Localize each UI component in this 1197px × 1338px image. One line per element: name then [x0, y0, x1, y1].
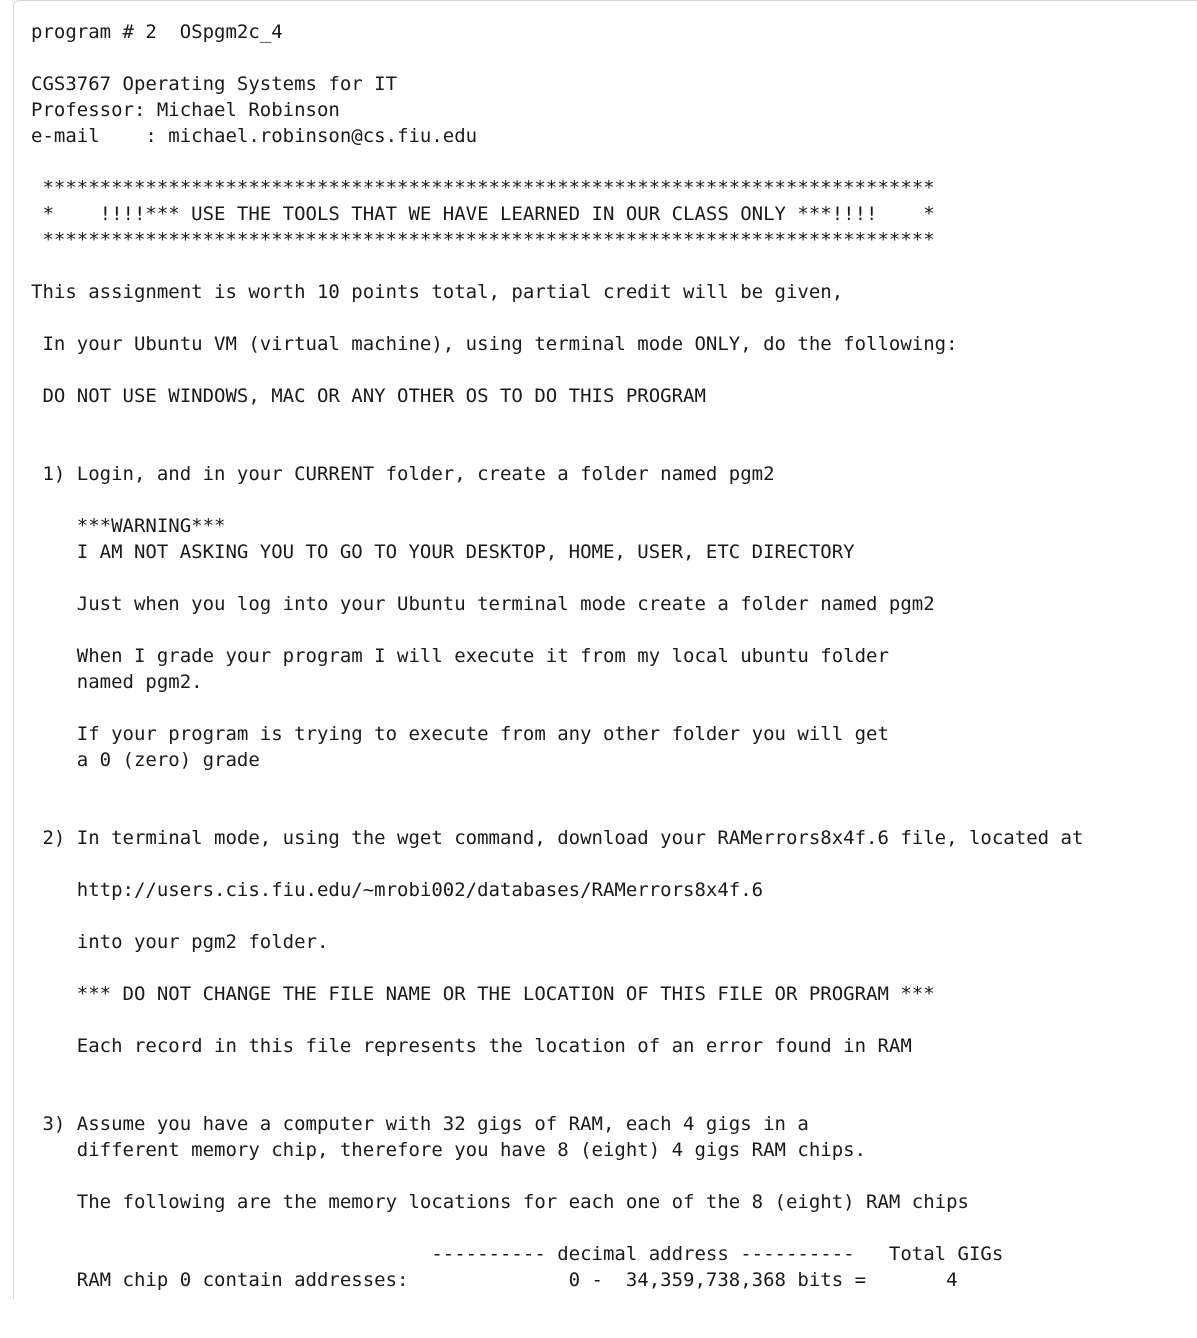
- text-line: RAM chip 0 contain addresses: 0 - 34,359,738,368 bits = 4: [31, 1269, 958, 1291]
- text-line: [31, 149, 1083, 175]
- text-line: Just when you log into your Ubuntu terminal mode create a folder named pgm2: [31, 593, 935, 615]
- text-line: named pgm2.: [31, 671, 203, 693]
- text-line: When I grade your program I will execute it from my local ubuntu folder: [31, 645, 889, 667]
- text-line: The following are the memory locations for each one of the 8 (eight) RAM chips: [31, 1191, 969, 1213]
- text-line: This assignment is worth 10 points total, partial credit will be given,: [31, 281, 844, 303]
- text-line: [31, 617, 1083, 643]
- text-line: [31, 45, 1083, 71]
- assignment-text: [31, 19, 1083, 1293]
- text-line: http://users.cis.fiu.edu/~mrobi002/databases/RAMerrors8x4f.6: [31, 879, 764, 901]
- text-line: [31, 1059, 1083, 1085]
- text-line: a 0 (zero) grade: [31, 749, 260, 771]
- text-line: *** DO NOT CHANGE THE FILE NAME OR THE LOCATION OF THIS FILE OR PROGRAM ***: [31, 983, 935, 1005]
- text-line: [31, 357, 1083, 383]
- text-line: ***WARNING***: [31, 515, 226, 537]
- text-line: Each record in this file represents the location of an error found in RAM: [31, 1035, 912, 1057]
- text-line: [31, 1007, 1083, 1033]
- text-line: [31, 851, 1083, 877]
- text-line: * !!!!*** USE THE TOOLS THAT WE HAVE LEARNED IN OUR CLASS ONLY ***!!!! *: [31, 203, 935, 225]
- text-line: e-mail : michael.robinson@cs.fiu.edu: [31, 125, 478, 147]
- text-line: [31, 435, 1083, 461]
- text-line: [31, 1163, 1083, 1189]
- text-line: [31, 487, 1083, 513]
- text-line: [31, 773, 1083, 799]
- text-line: ******************************************************************************: [31, 177, 935, 199]
- text-line: different memory chip, therefore you have 8 (eight) 4 gigs RAM chips.: [31, 1139, 867, 1161]
- text-line: 1) Login, and in your CURRENT folder, create a folder named pgm2: [31, 463, 775, 485]
- text-line: [31, 799, 1083, 825]
- text-line: [31, 695, 1083, 721]
- text-line: [31, 903, 1083, 929]
- text-line: [31, 409, 1083, 435]
- text-line: If your program is trying to execute from any other folder you will get: [31, 723, 889, 745]
- text-line: CGS3767 Operating Systems for IT: [31, 73, 398, 95]
- text-line: 2) In terminal mode, using the wget command, download your RAMerrors8x4f.6 file, located at: [31, 827, 1084, 849]
- text-line: program # 2 OSpgm2c_4: [31, 21, 283, 43]
- text-line: [31, 305, 1083, 331]
- text-line: ******************************************************************************: [31, 229, 935, 251]
- text-line: [31, 1215, 1083, 1241]
- text-line: 3) Assume you have a computer with 32 gigs of RAM, each 4 gigs in a: [31, 1113, 809, 1135]
- text-line: [31, 955, 1083, 981]
- text-line: DO NOT USE WINDOWS, MAC OR ANY OTHER OS TO DO THIS PROGRAM: [31, 385, 706, 407]
- text-line: Professor: Michael Robinson: [31, 99, 340, 121]
- text-line: [31, 565, 1083, 591]
- text-line: I AM NOT ASKING YOU TO GO TO YOUR DESKTOP, HOME, USER, ETC DIRECTORY: [31, 541, 855, 563]
- text-line: into your pgm2 folder.: [31, 931, 329, 953]
- text-line: ---------- decimal address ---------- Total GIGs: [31, 1243, 1004, 1265]
- text-line: [31, 253, 1083, 279]
- text-line: In your Ubuntu VM (virtual machine), using terminal mode ONLY, do the following:: [31, 333, 958, 355]
- text-line: [31, 1085, 1083, 1111]
